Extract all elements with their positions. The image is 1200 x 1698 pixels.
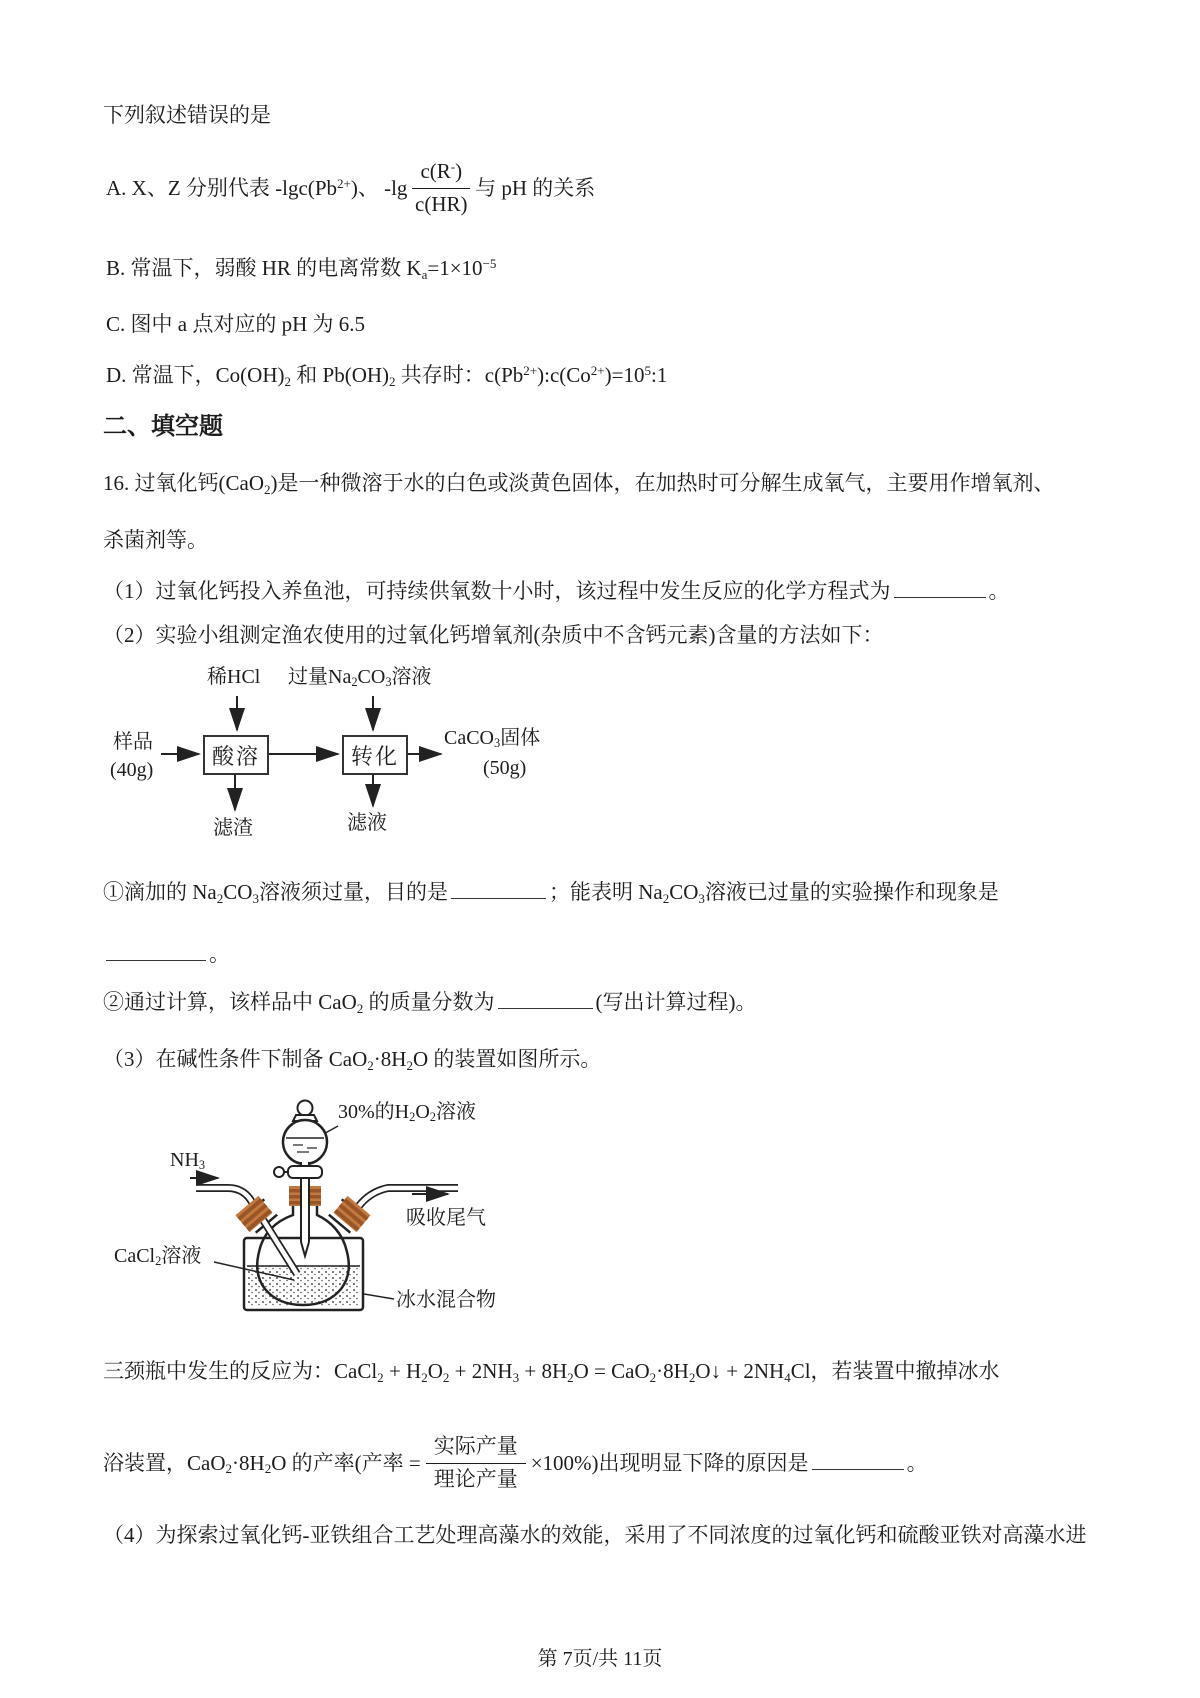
text-run: C. 图中 a 点对应的 pH 为 6.5 — [106, 312, 365, 336]
flow-box-convert — [342, 735, 408, 775]
text-run: (写出计算过程)。 — [595, 990, 757, 1015]
text-run: 浴装置，CaO — [103, 1450, 226, 1475]
text-run: ):c(Co — [537, 363, 591, 387]
text-run: −5 — [482, 255, 497, 271]
flow-label-caco3 — [444, 726, 540, 750]
icewater-pointer-line — [364, 1294, 394, 1299]
text-run: （1）过氧化钙投入养鱼池，可持续供氧数十小时，该过程中发生反应的化学方程式为 — [103, 579, 891, 604]
text-run: 2+ — [337, 175, 351, 191]
text-run: 杀菌剂等。 — [103, 528, 208, 552]
flow-diagram — [103, 660, 583, 852]
yield-post — [531, 1447, 928, 1478]
text-run: ②通过计算，该样品中 CaO — [103, 990, 357, 1015]
text-run: 3 — [252, 890, 259, 906]
text-run: Cl，若装置中撤掉冰水 — [790, 1359, 1000, 1383]
text-run: 滤渣 — [213, 817, 253, 839]
text-run: 滤液 — [347, 812, 387, 834]
text-run: 2 — [225, 1461, 233, 1477]
text-run: O↓ + 2NH — [695, 1359, 785, 1383]
text-run: 5 — [644, 362, 652, 378]
text-run: A. X、Z 分别代表 -lgc( — [106, 175, 315, 200]
text-run: 溶液须过量，目的是 — [258, 880, 448, 905]
text-run: 2+ — [590, 362, 605, 378]
text-run: 2 — [662, 890, 670, 906]
text-run: 。 — [209, 942, 230, 967]
text-run: ·8H — [373, 1047, 407, 1071]
text-run: 。 — [988, 579, 1010, 604]
yield-pre — [103, 1448, 421, 1478]
q16-intro-line1 — [103, 468, 1055, 498]
text-run: 与 pH 的关系 — [475, 175, 596, 200]
q16-part3 — [103, 1044, 601, 1074]
text-run: :1 — [651, 363, 668, 387]
q16-part1 — [103, 575, 1010, 606]
text-run: ·8H — [232, 1450, 265, 1475]
text-run: 2 — [389, 373, 396, 389]
text-run: 3 — [512, 1369, 520, 1385]
text-run: (40g) — [110, 759, 154, 781]
text-run: 2 — [264, 1461, 272, 1477]
q16-sub1-line2 — [103, 938, 230, 969]
option-a-pre — [106, 173, 407, 203]
text-run: 2 — [377, 1369, 384, 1385]
text-run: - — [450, 159, 456, 175]
text-run: 共存时：c(Pb — [395, 363, 524, 387]
text-run: O 的产率(产率 = — [271, 1450, 421, 1475]
text-run: Pb — [314, 175, 337, 200]
text-run: 。 — [906, 1451, 928, 1476]
option-c — [106, 309, 365, 339]
text-run: CO — [223, 880, 253, 905]
text-run: 3 — [698, 890, 705, 906]
text-run: 溶液 — [391, 666, 432, 688]
question-stem — [103, 100, 271, 130]
text-run: 2 — [649, 1369, 657, 1385]
text-run: 2 — [367, 1057, 374, 1073]
text-run: ×100%)出现明显下降的原因是 — [530, 1451, 809, 1476]
q16-part2 — [103, 620, 883, 650]
apparatus-drawing — [100, 1090, 570, 1322]
text-run: 2 — [406, 1057, 413, 1073]
text-run: CaO — [225, 471, 264, 495]
yield-line — [103, 1424, 928, 1502]
yield-numerator — [426, 1433, 526, 1463]
text-run: O 的装置如图所示。 — [412, 1047, 602, 1071]
text-run: 16. 过氧化钙( — [103, 471, 226, 495]
text-run: 样品 — [113, 731, 153, 753]
yield-denominator — [426, 1464, 526, 1493]
yield-fraction — [426, 1433, 526, 1493]
text-run: 3 — [494, 736, 501, 751]
flow-label-filtrate — [347, 811, 387, 835]
text-run: 2 — [351, 675, 358, 690]
text-run: 2 — [409, 1110, 416, 1125]
text-run: 2 — [155, 1254, 162, 1269]
flow-label-sample — [113, 730, 153, 754]
text-run: 和 Pb(OH) — [291, 363, 390, 387]
text-run: NH — [170, 1149, 199, 1171]
text-run: O — [427, 1359, 443, 1383]
flow-box-acid-dissolve — [203, 735, 269, 775]
text-run: CO — [669, 880, 699, 905]
text-run: a — [421, 266, 428, 282]
text-run: 下列叙述错误的是 — [103, 103, 271, 127]
flow-label-caco3-mass — [483, 756, 526, 780]
text-run: 2+ — [523, 362, 538, 378]
text-run: 溶液 — [435, 1101, 476, 1123]
text-run: )=10 — [604, 363, 645, 387]
apparatus-label-nh3 — [170, 1148, 205, 1172]
answer-blank — [498, 986, 593, 1009]
text-run: 2 — [429, 1110, 436, 1125]
text-run: O — [415, 1101, 430, 1123]
text-run: CaCl — [114, 1245, 156, 1267]
text-run: （2）实验小组测定渔农使用的过氧化钙增氧剂(杂质中不含钙元素)含量的方法如下： — [103, 623, 884, 647]
answer-blank — [106, 938, 206, 961]
q16-intro-line2 — [103, 525, 208, 555]
text-run: ①滴加的 Na — [103, 880, 217, 905]
text-run: =1×10 — [427, 256, 483, 280]
text-run: 2 — [356, 1000, 364, 1016]
text-run: 3 — [198, 1158, 206, 1173]
text-run: CaCO — [444, 727, 494, 749]
apparatus-diagram — [100, 1090, 570, 1322]
text-run: 冰水混合物 — [396, 1289, 496, 1311]
text-run: 的质量分数为 — [363, 990, 495, 1015]
fraction-numerator — [412, 158, 470, 188]
text-run: c(HR) — [415, 191, 468, 216]
section-title: 二、填空题 — [103, 413, 223, 440]
text-run: ) — [455, 159, 463, 184]
text-run: 理论产量 — [433, 1466, 518, 1491]
flow-label-hcl — [207, 665, 260, 689]
text-run: 2 — [421, 1369, 428, 1385]
text-run: ·8H — [656, 1359, 689, 1383]
text-run: 3 — [385, 675, 392, 690]
text-run: O = CaO — [573, 1359, 650, 1383]
q16-part4 — [103, 1520, 1087, 1550]
text-run: 酸溶 — [211, 743, 260, 769]
text-run: + 8H — [519, 1359, 568, 1383]
text-run: CO — [357, 666, 386, 688]
text-run: )、 -lg — [350, 175, 408, 200]
text-run: + H — [383, 1359, 422, 1383]
apparatus-label-icewater — [396, 1288, 496, 1312]
text-run: 2 — [264, 481, 271, 497]
apparatus-label-cacl2 — [114, 1244, 201, 1268]
answer-blank — [894, 575, 986, 598]
option-a-post — [475, 173, 595, 203]
reaction-equation — [103, 1356, 1000, 1386]
text-run: （4）为探索过氧化钙-亚铁组合工艺处理高藻水的效能，采用了不同浓度的过氧化钙和硫酸亚铁对高藻水进 — [103, 1523, 1087, 1547]
text-run: c(R — [420, 159, 451, 184]
text-run: （3）在碱性条件下制备 CaO — [103, 1047, 368, 1071]
text-run: 实际产量 — [433, 1434, 518, 1459]
text-run: + 2NH — [449, 1359, 513, 1383]
q16-sub2 — [103, 986, 757, 1017]
page-footer: 第 7页/共 11页 — [537, 1648, 663, 1670]
dropping-funnel — [274, 1101, 327, 1257]
answer-blank — [812, 1447, 904, 1470]
text-run: 2 — [567, 1369, 574, 1385]
text-run: 吸收尾气 — [406, 1207, 486, 1229]
fraction-denominator — [412, 189, 470, 218]
text-run: 2 — [688, 1369, 696, 1385]
answer-blank — [451, 876, 546, 899]
text-run: 转化 — [350, 743, 399, 769]
text-run: )是一种微溶于水的白色或淡黄色固体，在加热时可分解生成氧气，主要用作增氧剂、 — [270, 471, 1055, 495]
text-run: D. 常温下，Co(OH) — [106, 363, 285, 387]
text-run: 30%的H — [338, 1101, 410, 1123]
flow-label-sample-mass — [110, 758, 153, 782]
option-d — [106, 360, 667, 390]
apparatus-label-tailgas — [406, 1206, 486, 1230]
text-run: 稀HCl — [207, 666, 261, 688]
text-run: (50g) — [483, 757, 527, 779]
flow-label-residue — [213, 816, 253, 840]
text-run: B. 常温下，弱酸 HR 的电离常数 K — [106, 256, 422, 280]
apparatus-label-h2o2 — [338, 1100, 476, 1124]
option-b — [106, 253, 496, 283]
text-run: 溶液已过量的实验操作和现象是 — [704, 880, 999, 905]
option-a-fraction — [412, 158, 470, 218]
option-a — [106, 150, 595, 226]
text-run: 2 — [442, 1369, 450, 1385]
text-run: 固体 — [500, 727, 541, 749]
text-run: 4 — [784, 1369, 791, 1385]
flow-label-na2co3 — [288, 665, 432, 689]
text-run: 过量Na — [288, 666, 352, 688]
text-run: ；能表明 Na — [548, 880, 663, 905]
q16-sub1-line1 — [103, 876, 999, 907]
text-run: 2 — [284, 373, 292, 389]
text-run: 三颈瓶中发生的反应为：CaCl — [103, 1359, 378, 1383]
text-run: 2 — [216, 890, 224, 906]
text-run: 溶液 — [161, 1245, 202, 1267]
